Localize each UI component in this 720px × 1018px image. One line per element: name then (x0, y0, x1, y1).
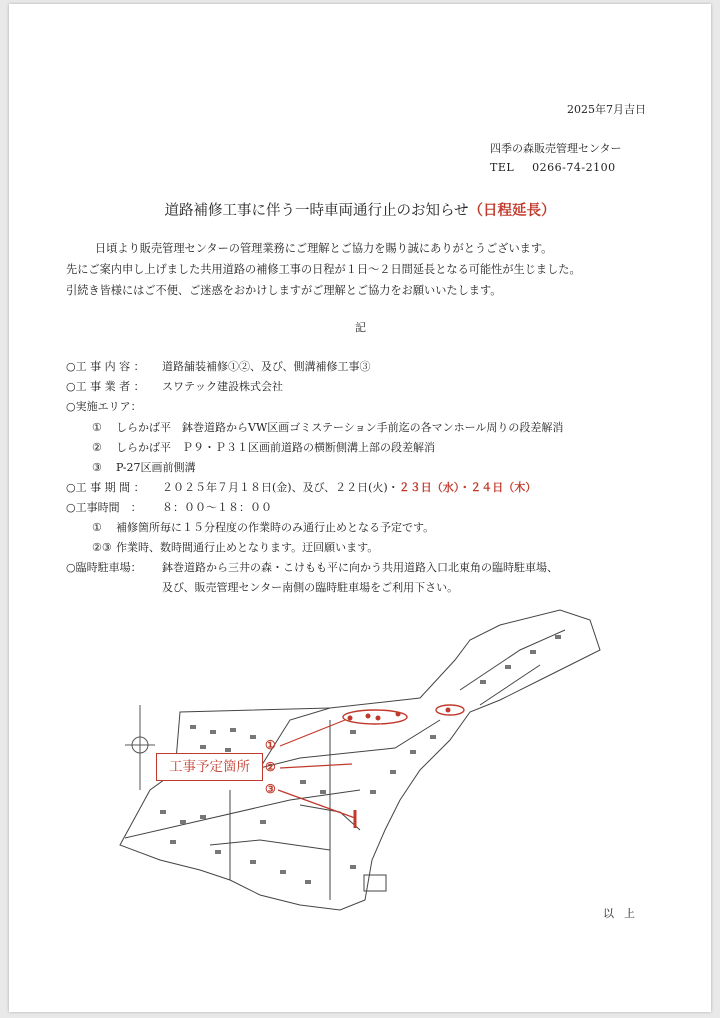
intro-line-1: 日頃より販売管理センターの管理業務にご理解とご協力を賜り誠にありがとうございます。 (95, 242, 553, 255)
intro-line-2: 先にご案内申し上げました共用道路の補修工事の日程が１日〜２日間延長となる可能性が生じました。 (66, 263, 581, 276)
area-num: ② (92, 441, 102, 454)
note-text: 作業時、数時間通行止めとなります。迂回願います。 (116, 541, 379, 554)
issue-date: 2025年7月吉日 (567, 103, 646, 116)
area-text: しらかば平 Ｐ９・Ｐ３１区画前道路の横断側溝上部の段差解消 (116, 441, 435, 454)
area-num: ① (92, 421, 102, 434)
hours-label: ○工事時間 ： (66, 501, 142, 514)
area-label: ○実施エリア： (66, 400, 142, 413)
title-suffix: （日程延長） (468, 202, 556, 219)
tel-number: 0266-74-2100 (532, 161, 616, 174)
parking-label: ○臨時駐車場： (66, 561, 142, 574)
area-num: ③ (92, 461, 102, 474)
intro-line-3: 引続き皆様にはご不便、ご迷惑をおかけしますがご理解とご協力をお願いいたします。 (66, 284, 502, 297)
period-value: ２０２５年７月１８日(金)、及び、２２日(火)・ (162, 481, 399, 494)
parking-line-1: 鉢巻道路から三井の森・こけもも平に向かう共用道路入口北東角の臨時駐車場、 (162, 561, 558, 574)
period-extension: ２３日（水）・２４日（木） (398, 481, 537, 494)
work-content-label: ○工 事 内 容 ： (66, 360, 145, 373)
contractor-value: スワテック建設株式会社 (162, 380, 283, 393)
contractor-label: ○工 事 業 者 ： (66, 380, 145, 393)
title-main: 道路補修工事に伴う一時車両通行止のお知らせ (164, 203, 469, 219)
area-text: P-27区画前側溝 (116, 461, 196, 474)
leader-line-2 (280, 764, 352, 768)
north-compass (125, 705, 155, 790)
marker-1: ① (265, 738, 276, 752)
hours-value: ８：００〜１８：００ (162, 501, 272, 514)
note-num: ②③ (92, 541, 112, 554)
note-text: 補修箇所毎に１５分程度の作業時のみ通行止めとなる予定です。 (116, 521, 435, 534)
note-num: ① (92, 521, 102, 534)
closing-remark: 以上 (603, 907, 645, 920)
area-text: しらかば平 鉢巻道路からVW区画ゴミステーション手前迄の各マンホール周りの段差解消 (116, 421, 564, 434)
work-content-value: 道路舗装補修①②、及び、側溝補修工事③ (162, 360, 371, 373)
period-label: ○工 事 期 間 ： (66, 481, 145, 494)
marker-3: ③ (265, 782, 276, 796)
ki-heading: 記 (355, 321, 366, 334)
manhole-markers (348, 708, 451, 721)
leader-line-1 (280, 720, 345, 746)
tel-label: TEL (490, 161, 515, 174)
marker-2: ② (265, 760, 276, 774)
leader-line-3 (278, 790, 355, 818)
construction-site-badge: 工事予定箇所 (156, 753, 263, 781)
parking-line-2: 及び、販売管理センター南側の臨時駐車場をご利用下さい。 (162, 581, 459, 594)
organization-name: 四季の森販売管理センター (490, 142, 622, 155)
